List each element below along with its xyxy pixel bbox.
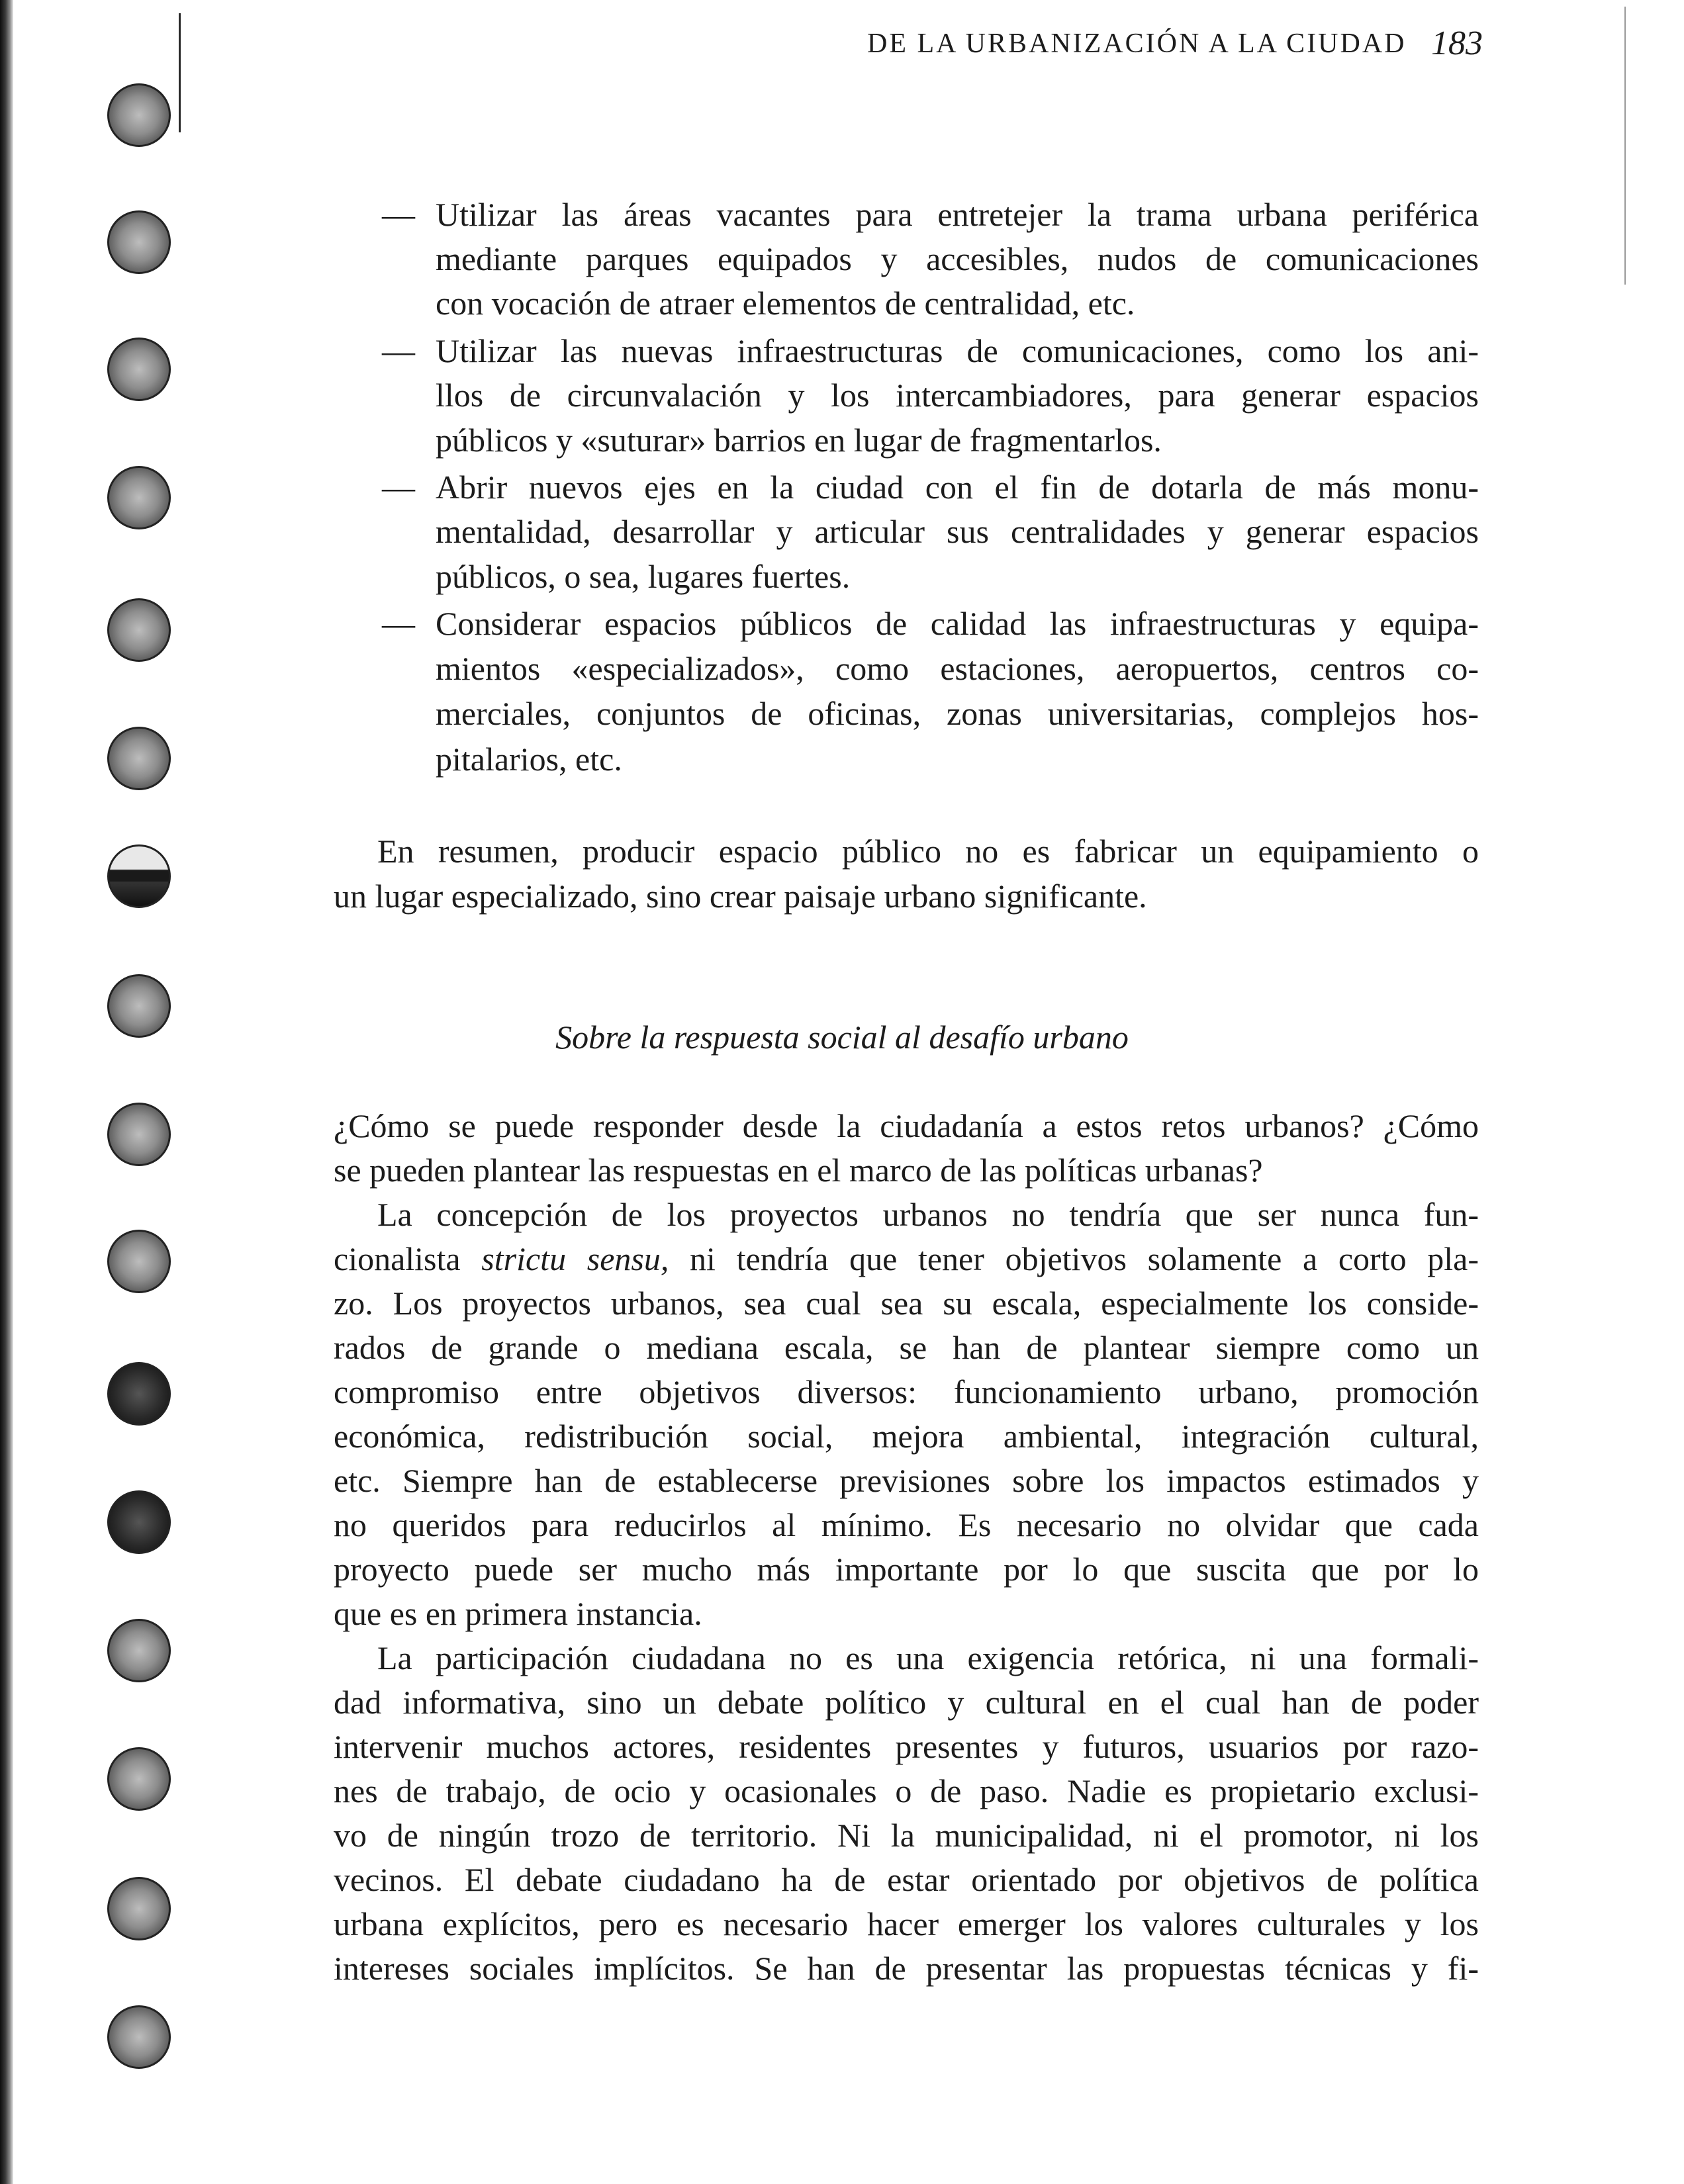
text-line: rados de grande o mediana escala, se han de plantear siempre como un (334, 1329, 1479, 1366)
punch-hole (107, 1877, 171, 1940)
text-line: En resumen, producir espacio público no es fabricar un equipamiento o (377, 833, 1479, 870)
text-line: no queridos para reducirlos al mínimo. Es necesario no olvidar que cada (334, 1506, 1479, 1543)
text-line: públicos, o sea, lugares fuertes. (436, 558, 851, 595)
text-line: La participación ciudadana no es una exigencia retórica, ni una formali- (377, 1639, 1479, 1676)
bullet-dash: — (382, 605, 415, 642)
text-line: un lugar especializado, sino crear paisaje urbano significante. (334, 878, 1147, 915)
page-number: 183 (1431, 24, 1483, 62)
text-line: públicos y «suturar» barrios en lugar de fragmentarlos. (436, 422, 1162, 459)
text-line (334, 1237, 1479, 1281)
text-line: que es en primera instancia. (334, 1595, 702, 1632)
text-line: con vocación de atraer elementos de centralidad, etc. (436, 285, 1135, 322)
punch-hole (107, 1490, 171, 1554)
text-line: Considerar espacios públicos de calidad las infraestructuras y equipa- (436, 605, 1479, 642)
section-heading: Sobre la respuesta social al desafío urbano (555, 1019, 1129, 1056)
right-margin-rule (1624, 7, 1626, 285)
text-line: dad informativa, sino un debate político y cultural en el cual han de poder (334, 1684, 1479, 1721)
text-line: mentalidad, desarrollar y articular sus centralidades y generar espacios (436, 513, 1479, 550)
punch-hole (107, 2005, 171, 2069)
text-line: llos de circunvalación y los intercambiadores, para generar espacios (436, 377, 1479, 414)
text-line: compromiso entre objetivos diversos: funcionamiento urbano, promoción (334, 1373, 1479, 1410)
bullet-dash: — (382, 332, 415, 369)
punch-hole (107, 598, 171, 662)
text-line: se pueden plantear las respuestas en el marco de las políticas urbanas? (334, 1152, 1263, 1189)
punch-hole (107, 1362, 171, 1426)
text-span: ni tendría que tener objetivos solamente a corto pla- (669, 1240, 1479, 1277)
text-line: vo de ningún trozo de territorio. Ni la municipalidad, ni el promotor, ni los (334, 1817, 1479, 1854)
text-span: cionalista (334, 1240, 482, 1277)
text-line: Utilizar las áreas vacantes para entretejer la trama urbana periférica (436, 196, 1479, 233)
punch-hole (107, 1747, 171, 1811)
text-line: Abrir nuevos ejes en la ciudad con el fin de dotarla de más monu- (436, 469, 1479, 506)
text-line: nes de trabajo, de ocio y ocasionales o de paso. Nadie es propietario exclusi- (334, 1772, 1479, 1809)
punch-hole (107, 466, 171, 529)
margin-rule (179, 13, 181, 132)
punch-hole (107, 1619, 171, 1682)
text-line: proyecto puede ser mucho más importante por lo que suscita que por lo (334, 1551, 1479, 1588)
punch-hole (107, 83, 171, 147)
punch-hole (107, 1230, 171, 1293)
punch-hole (107, 210, 171, 274)
binding-edge (0, 0, 13, 2184)
text-line: La concepción de los proyectos urbanos no tendría que ser nunca fun- (377, 1196, 1479, 1233)
text-line: ¿Cómo se puede responder desde la ciudadanía a estos retos urbanos? ¿Cómo (334, 1107, 1479, 1144)
bullet-dash: — (382, 469, 415, 506)
punch-hole (107, 1103, 171, 1166)
text-line: intereses sociales implícitos. Se han de presentar las propuestas técnicas y fi- (334, 1950, 1479, 1987)
text-line: etc. Siempre han de establecerse previsiones sobre los impactos estimados y (334, 1462, 1479, 1499)
punch-hole (107, 338, 171, 401)
punch-hole (107, 844, 171, 908)
text-line: mientos «especializados», como estaciones, aeropuertos, centros co- (436, 650, 1479, 687)
text-line: zo. Los proyectos urbanos, sea cual sea su escala, especialmente los conside- (334, 1285, 1479, 1322)
italic-term: strictu sensu, (481, 1240, 669, 1277)
bullet-dash: — (382, 196, 415, 233)
punch-hole (107, 727, 171, 790)
text-line: mediante parques equipados y accesibles, nudos de comunicaciones (436, 240, 1479, 277)
text-line: Utilizar las nuevas infraestructuras de comunicaciones, como los ani- (436, 332, 1479, 369)
text-line: urbana explícitos, pero es necesario hacer emerger los valores culturales y los (334, 1905, 1479, 1942)
text-line: merciales, conjuntos de oficinas, zonas universitarias, complejos hos- (436, 695, 1479, 732)
text-line: intervenir muchos actores, residentes presentes y futuros, usuarios por razo- (334, 1728, 1479, 1765)
running-head: DE LA URBANIZACIÓN A LA CIUDAD (867, 28, 1407, 59)
text-line: vecinos. El debate ciudadano ha de estar orientado por objetivos de política (334, 1861, 1479, 1898)
text-line: económica, redistribución social, mejora ambiental, integración cultural, (334, 1418, 1479, 1455)
text-line: pitalarios, etc. (436, 741, 622, 778)
